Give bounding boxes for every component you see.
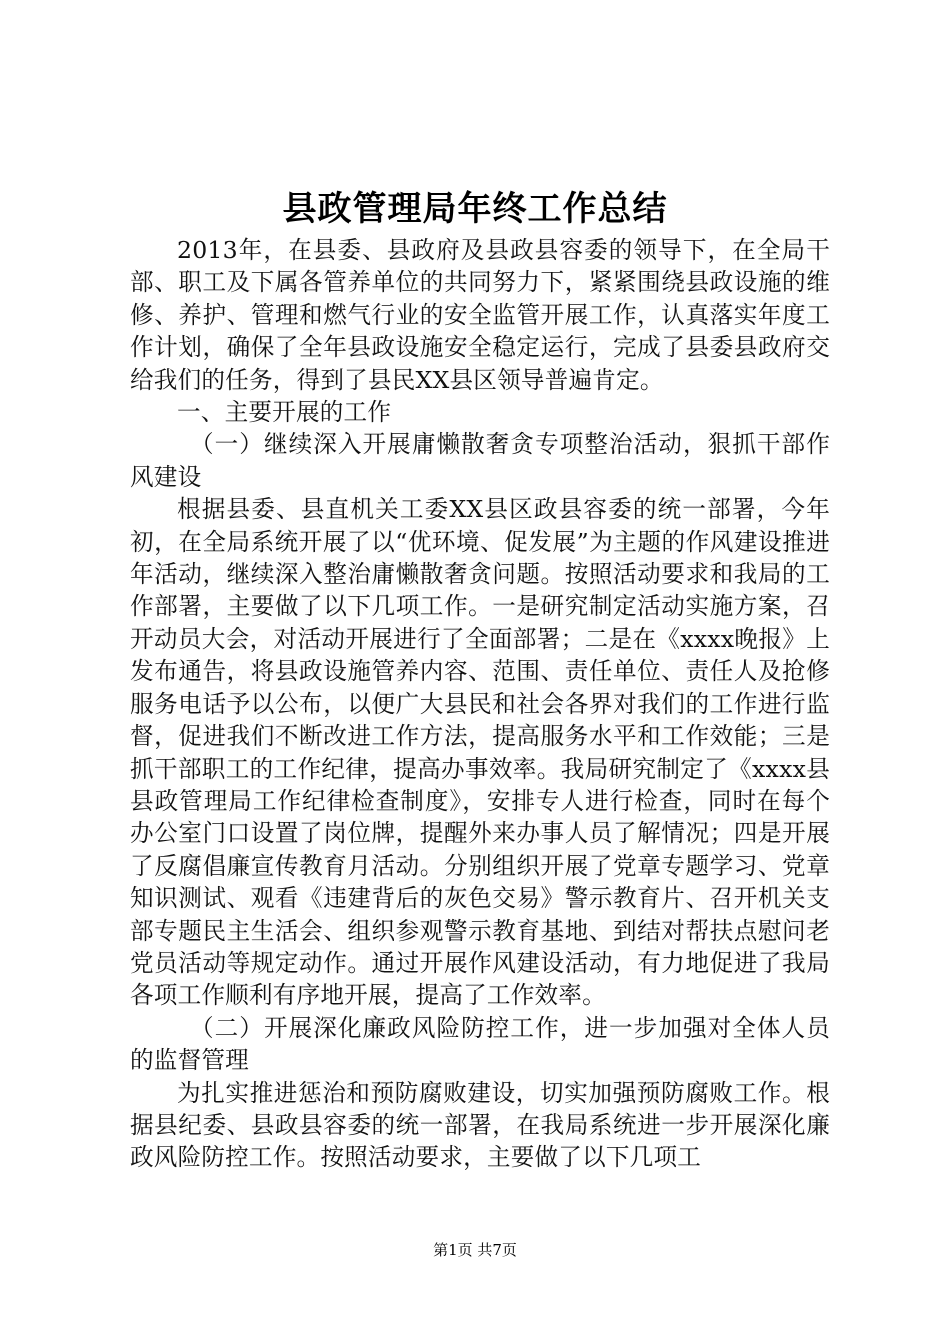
- paragraph-subsection-1-body: 根据县委、县直机关工委XX县区政县容委的统一部署，今年初，在全局系统开展了以“优环境、促发展”为主题的作风建设推进年活动，继续深入整治庸懒散奢贪问题。按照活动要求和我局的工作部署，主要做了以下几项工作。一是研究制定活动实施方案，召开动员大会，对活动开展进行了全面部署；二是在《xxxx晚报》上发布通告，将县政设施管养内容、范围、责任单位、责任人及抢修服务电话予以公布，以便广大县民和社会各界对我们的工作进行监督，促进我们不断改进工作方法，提高服务水平和工作效能；三是抓干部职工的工作纪律，提高办事效率。我局研究制定了《xxxx县县政管理局工作纪律检查制度》，安排专人进行检查，同时在每个办公室门口设置了岗位牌，提醒外来办事人员了解情况；四是开展了反腐倡廉宣传教育月活动。分别组织开展了党章专题学习、党章知识测试、观看《违建背后的灰色交易》警示教育片、召开机关支部专题民主生活会、组织参观警示教育基地、到结对帮扶点慰问老党员活动等规定动作。通过开展作风建设活动，有力地促进了我局各项工作顺利有序地开展，提高了工作效率。: [130, 495, 830, 1010]
- document-body: [130, 234, 830, 1174]
- paragraph-intro: 2013年，在县委、县政府及县政县容委的领导下，在全局干部、职工及下属各管养单位的共同努力下，紧紧围绕县政设施的维修、养护、管理和燃气行业的安全监管开展工作，认真落实年度工作计划，确保了全年县政设施安全稳定运行，完成了县委县政府交给我们的任务，得到了县民XX县区领导普遍肯定。: [130, 236, 830, 394]
- heading-subsection-1: （一）继续深入开展庸懒散奢贪专项整治活动，狠抓干部作风建设: [130, 430, 830, 491]
- heading-subsection-2: （二）开展深化廉政风险防控工作，进一步加强对全体人员的监督管理: [130, 1013, 830, 1075]
- heading-section-1: 一、主要开展的工作: [177, 398, 392, 427]
- page-footer: 第1页 共7页: [433, 1241, 517, 1259]
- paragraph-subsection-2-body: 为扎实推进惩治和预防腐败建设，切实加强预防腐败工作。根据县纪委、县政县容委的统一部署，在我局系统进一步开展深化廉政风险防控工作。按照活动要求，主要做了以下几项工: [130, 1078, 830, 1172]
- document-title: 县政管理局年终工作总结: [282, 189, 668, 229]
